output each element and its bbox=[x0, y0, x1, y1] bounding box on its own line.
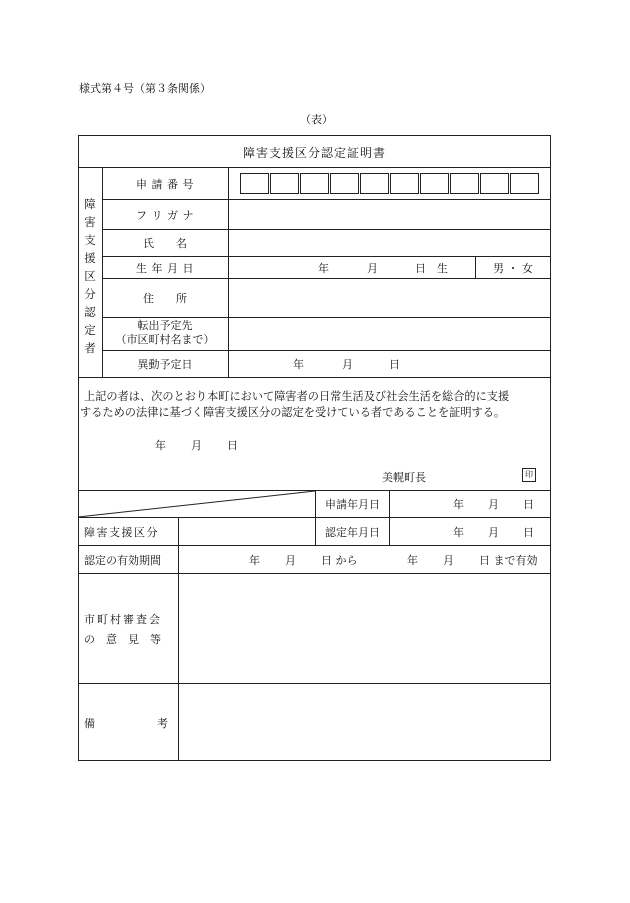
application-day-unit: 日 bbox=[523, 498, 534, 511]
transfer-year-unit: 年 bbox=[293, 358, 304, 371]
transfer-destination-label-line2: （市区町村名まで） bbox=[115, 333, 215, 346]
validity-from-month: 月 bbox=[285, 553, 296, 567]
application-number-digit-box[interactable] bbox=[390, 173, 419, 194]
validity-to-month: 月 bbox=[443, 553, 454, 567]
transfer-month-unit: 月 bbox=[342, 358, 353, 371]
application-number-digit-box[interactable] bbox=[480, 173, 509, 194]
certification-line-1: 上記の者は、次のとおり本町において障害者の日常生活及び社会生活を総合的に支援 bbox=[84, 390, 510, 403]
application-number-digit-box[interactable] bbox=[420, 173, 449, 194]
support-category-label: 障害支援区分 bbox=[84, 525, 159, 539]
transfer-date-label: 異動予定日 bbox=[137, 358, 193, 371]
birth-suffix: 生 bbox=[437, 261, 448, 275]
application-number-label: 申 請 番 号 bbox=[136, 177, 194, 191]
remarks-field[interactable] bbox=[179, 684, 550, 760]
application-number-digit-box[interactable] bbox=[510, 173, 539, 194]
opinion-label-line2: の 意 見 等 bbox=[84, 633, 161, 646]
form-title: 障害支援区分認定証明書 bbox=[242, 145, 386, 160]
support-category-field[interactable] bbox=[179, 518, 314, 544]
group-label-char: 認 bbox=[84, 305, 96, 319]
opinion-label-line1: 市町村審査会 bbox=[84, 613, 162, 626]
application-number-digit-box[interactable] bbox=[330, 173, 359, 194]
application-date-label: 申請年月日 bbox=[325, 498, 380, 511]
group-label-char: 者 bbox=[84, 341, 96, 355]
group-label-char: 害 bbox=[84, 215, 96, 229]
opinion-label bbox=[84, 610, 162, 650]
side-label: （表） bbox=[300, 113, 333, 126]
birth-date-label: 生 年 月 日 bbox=[136, 261, 194, 275]
birth-year-unit: 年 bbox=[318, 261, 329, 275]
seal-mark: 印 bbox=[522, 468, 536, 482]
divider bbox=[389, 490, 390, 545]
certification-date-month-unit: 月 bbox=[488, 525, 499, 539]
group-label-char: 区 bbox=[84, 269, 96, 283]
name-field[interactable] bbox=[229, 230, 550, 255]
validity-from-day: 日 から bbox=[321, 553, 358, 567]
certification-date-label: 認定年月日 bbox=[325, 525, 380, 539]
form-number: 様式第４号（第３条関係） bbox=[79, 82, 211, 95]
group-label-char: 障 bbox=[84, 197, 96, 211]
application-number-digit-box[interactable] bbox=[360, 173, 389, 194]
transfer-destination-label-line1: 転出予定先 bbox=[137, 319, 193, 332]
diagonal-slash bbox=[78, 490, 316, 518]
application-month-unit: 月 bbox=[488, 498, 499, 511]
certification-line-2: するための法律に基づく障害支援区分の認定を受けている者であることを証明する。 bbox=[80, 406, 506, 419]
birth-month-unit: 月 bbox=[367, 261, 378, 275]
opinion-field[interactable] bbox=[179, 574, 550, 682]
validity-from-year: 年 bbox=[249, 553, 260, 567]
group-label-char: 分 bbox=[84, 287, 96, 301]
certification-date-day-unit: 日 bbox=[523, 525, 534, 539]
group-label-char: 支 bbox=[84, 233, 96, 247]
remarks-label-left: 備 bbox=[84, 717, 95, 730]
transfer-destination-field[interactable] bbox=[229, 318, 550, 349]
birth-day-unit: 日 bbox=[415, 261, 426, 275]
group-label-char: 定 bbox=[84, 323, 96, 337]
transfer-destination-label bbox=[102, 319, 228, 347]
certification-month-unit: 月 bbox=[191, 439, 202, 452]
furigana-field[interactable] bbox=[229, 200, 550, 228]
divider bbox=[78, 377, 551, 378]
application-number-digit-box[interactable] bbox=[270, 173, 299, 194]
application-number-digit-box[interactable] bbox=[450, 173, 479, 194]
application-number-digit-box[interactable] bbox=[240, 173, 269, 194]
group-label-char: 援 bbox=[84, 251, 96, 265]
furigana-label: フ リ ガ ナ bbox=[136, 208, 194, 222]
application-year-unit: 年 bbox=[453, 498, 464, 511]
address-field[interactable] bbox=[229, 279, 550, 316]
application-number-digit-box[interactable] bbox=[300, 173, 329, 194]
certification-year-unit: 年 bbox=[155, 439, 166, 452]
certification-date-year-unit: 年 bbox=[453, 525, 464, 539]
certification-day-unit: 日 bbox=[227, 439, 238, 452]
remarks-label-right: 考 bbox=[157, 717, 168, 730]
address-label: 住 所 bbox=[143, 292, 187, 305]
validity-to-year: 年 bbox=[407, 553, 418, 567]
name-label: 氏 名 bbox=[143, 237, 187, 250]
gender-options[interactable]: 男 ・ 女 bbox=[493, 261, 533, 275]
validity-label: 認定の有効期間 bbox=[84, 553, 161, 567]
transfer-day-unit: 日 bbox=[389, 358, 400, 371]
validity-to-day: 日 まで有効 bbox=[479, 553, 538, 567]
signer-title: 美幌町長 bbox=[382, 471, 426, 484]
